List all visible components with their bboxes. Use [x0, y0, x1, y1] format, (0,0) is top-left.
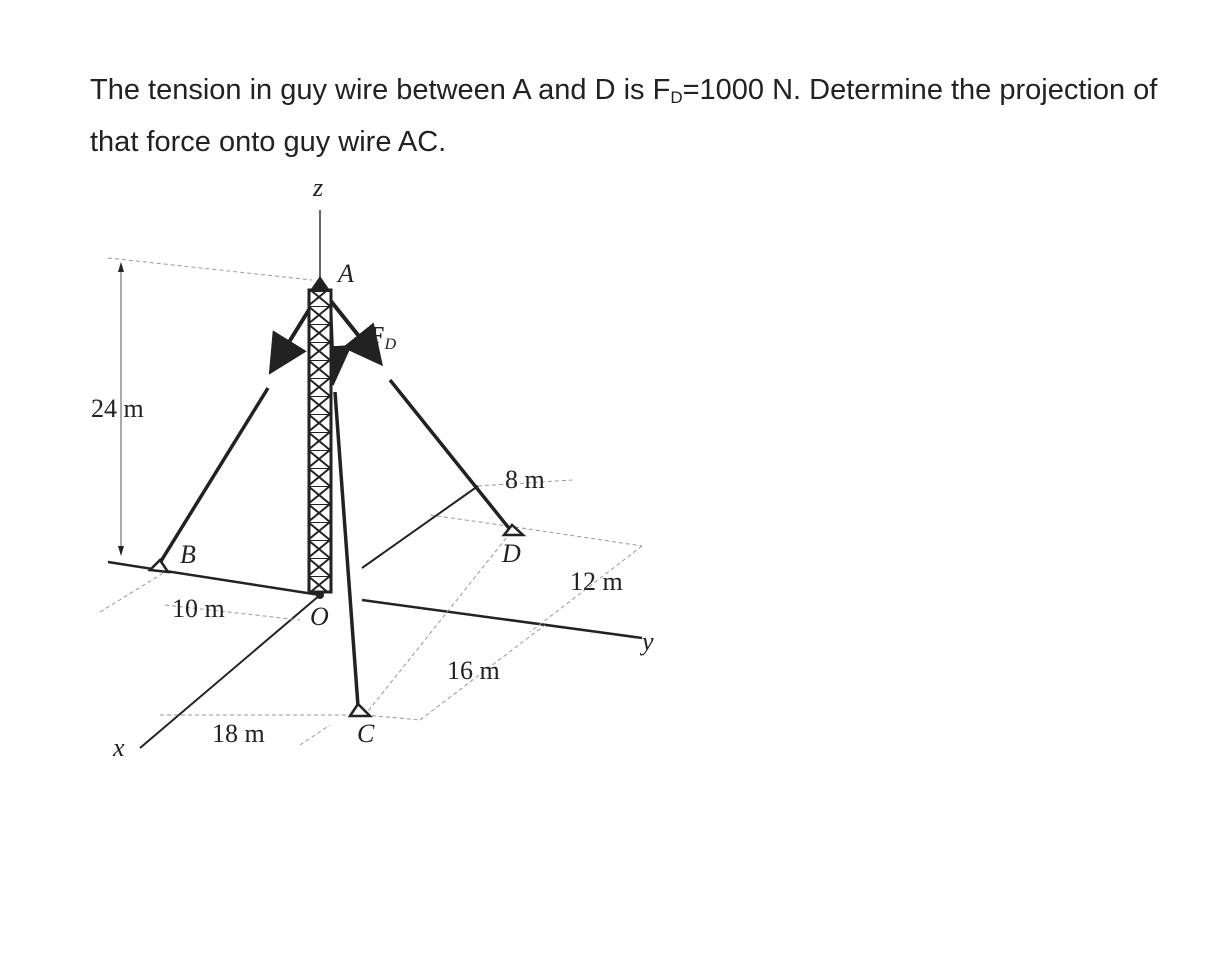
guy-wire-ac	[335, 392, 358, 706]
od-ground-line	[362, 486, 478, 568]
tower-tip	[309, 276, 331, 292]
height-dimension-arrow-bottom	[118, 546, 124, 556]
point-o-label: O	[310, 602, 329, 631]
point-o-marker	[316, 591, 324, 599]
dimension-d-distance: 12 m	[570, 567, 623, 596]
support-c	[350, 704, 370, 716]
dimension-height: 24 m	[91, 394, 144, 423]
force-label-subscript: D	[384, 336, 397, 353]
point-c-label: C	[357, 719, 375, 748]
z-axis-label: z	[313, 173, 324, 202]
y-axis-right	[362, 600, 642, 638]
guy-wire-ab	[158, 388, 268, 566]
dimension-c-offset: 18 m	[212, 719, 265, 748]
problem-text-part1: The tension in guy wire between A and D is F	[90, 74, 671, 106]
height-dimension-arrow-top	[118, 262, 124, 272]
y-axis	[108, 562, 320, 595]
tower	[309, 290, 331, 592]
dimension-c-distance: 16 m	[447, 656, 500, 685]
y-axis-label: y	[642, 627, 654, 656]
guy-wire-ad	[390, 380, 512, 532]
problem-subscript: D	[670, 88, 683, 107]
point-b-label: B	[180, 540, 196, 569]
problem-text-part2: =1000 N. Determine the projection of that force onto guy wire AC.	[90, 74, 1158, 158]
force-label	[370, 323, 397, 353]
support-b	[150, 560, 168, 572]
force-label-f: F	[370, 323, 385, 349]
dimension-b-distance: 10 m	[172, 594, 225, 623]
point-a-label: A	[338, 259, 354, 288]
x-axis-label: x	[113, 733, 125, 762]
dimension-d-offset: 8 m	[505, 465, 545, 494]
point-d-label: D	[502, 539, 521, 568]
